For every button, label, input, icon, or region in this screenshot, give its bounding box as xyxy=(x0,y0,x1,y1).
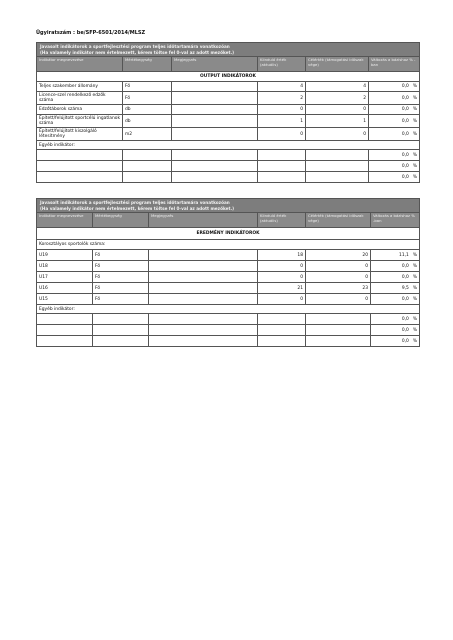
result-table-header xyxy=(37,212,419,227)
note-cell xyxy=(149,272,258,282)
indicator-name-cell xyxy=(37,336,93,346)
result-other-label: Egyéb indikátor: xyxy=(37,304,419,313)
note-cell xyxy=(149,314,258,324)
indicator-name-cell: U17 xyxy=(37,272,93,282)
unit-cell xyxy=(123,172,172,182)
header-target-value: Célérték (támogatási időszak vége) xyxy=(306,57,369,71)
indicator-name-cell: Épített/felújított kiszolgáló létesítmény xyxy=(37,128,123,140)
header-change-pct: Változás a bázishoz % -ban xyxy=(373,213,415,223)
indicator-name-cell xyxy=(37,325,93,335)
percent-sign: % xyxy=(412,131,417,137)
percent-sign: % xyxy=(412,95,417,101)
unit-cell: Fő xyxy=(93,272,149,282)
start-value-cell: 4 xyxy=(258,82,306,91)
result-table-banner xyxy=(37,199,419,212)
target-value-cell: 0 xyxy=(306,294,371,304)
percent-sign: % xyxy=(412,274,417,280)
output-table-banner xyxy=(37,43,419,56)
percent-sign: % xyxy=(412,285,417,291)
change-pct-value: 0,0 xyxy=(401,316,409,322)
table-row xyxy=(37,293,419,304)
start-value-cell xyxy=(258,161,306,171)
change-pct-value: 0,0 xyxy=(401,327,409,333)
header-start-value: Kiinduló érték (aktuális) xyxy=(258,57,306,71)
target-value-cell: 4 xyxy=(306,82,369,91)
change-pct-cell xyxy=(369,115,419,127)
note-cell xyxy=(149,325,258,335)
percent-sign: % xyxy=(412,107,417,112)
change-pct-cell xyxy=(371,283,419,293)
target-value-cell: 0 xyxy=(306,261,371,271)
percent-sign: % xyxy=(412,174,417,180)
unit-cell xyxy=(123,161,172,171)
note-cell xyxy=(149,294,258,304)
target-value-cell xyxy=(306,172,369,182)
output-section-title: OUTPUT INDIKÁTOROK xyxy=(37,71,419,81)
change-pct-cell xyxy=(371,261,419,271)
change-pct-value: 0,0 xyxy=(401,118,409,124)
change-pct-value: 0,0 xyxy=(401,296,409,302)
header-target-value: Célérték (támogatási időszak vége) xyxy=(306,213,371,227)
change-pct-value: 0,0 xyxy=(401,163,409,169)
indicator-name-cell: Teljes szakember állomány xyxy=(37,82,123,91)
change-pct-cell xyxy=(371,272,419,282)
change-pct-value: 9,5 xyxy=(401,285,409,291)
header-unit: Mértékegység xyxy=(93,213,149,227)
header-note: Megjegyzés xyxy=(149,213,258,227)
target-value-cell: 1 xyxy=(306,115,369,127)
change-pct-value: 0,0 xyxy=(401,174,409,180)
note-cell xyxy=(172,161,258,171)
percent-sign: % xyxy=(412,338,417,344)
change-pct-value: 0,0 xyxy=(401,84,409,89)
unit-cell: m2 xyxy=(123,128,172,140)
start-value-cell: 21 xyxy=(258,283,306,293)
start-value-cell: 0 xyxy=(258,128,306,140)
note-cell xyxy=(172,128,258,140)
result-group-label: Korosztályos sportolók száma: xyxy=(37,239,419,249)
other-indicator-row xyxy=(37,324,419,335)
indicator-name-cell xyxy=(37,150,123,160)
change-pct-value: 0,0 xyxy=(401,274,409,280)
indicator-name-cell: U19 xyxy=(37,250,93,260)
header-unit: Mértékegység xyxy=(123,57,172,71)
indicator-name-cell: U18 xyxy=(37,261,93,271)
percent-sign: % xyxy=(412,163,417,169)
percent-sign: % xyxy=(412,152,417,158)
change-pct-cell xyxy=(369,82,419,91)
start-value-cell xyxy=(258,325,306,335)
change-pct-cell xyxy=(369,105,419,114)
header-indicator-name: Indikátor megnevezése xyxy=(37,57,123,71)
target-value-cell: 2 xyxy=(306,92,369,104)
indicator-name-cell: U15 xyxy=(37,294,93,304)
change-pct-cell xyxy=(371,294,419,304)
unit-cell: Fő xyxy=(93,294,149,304)
unit-cell: Fő xyxy=(93,261,149,271)
unit-cell xyxy=(123,150,172,160)
note-cell xyxy=(149,261,258,271)
target-value-cell xyxy=(306,314,371,324)
note-cell xyxy=(172,105,258,114)
change-pct-cell xyxy=(369,172,419,182)
percent-sign: % xyxy=(412,84,417,89)
target-value-cell: 23 xyxy=(306,283,371,293)
change-pct-value: 0,0 xyxy=(401,107,409,112)
result-banner-line1: Javasolt indikátorok a sportfejlesztési program teljes időtartamára vonatkozóan xyxy=(40,200,230,205)
change-pct-cell xyxy=(371,314,419,324)
indicator-name-cell: Licence-szel rendelkező edzők száma xyxy=(37,92,123,104)
note-cell xyxy=(172,172,258,182)
table-row xyxy=(37,114,419,127)
target-value-cell xyxy=(306,161,369,171)
target-value-cell: 20 xyxy=(306,250,371,260)
unit-cell xyxy=(93,314,149,324)
note-cell xyxy=(149,336,258,346)
percent-sign: % xyxy=(412,316,417,322)
start-value-cell xyxy=(258,172,306,182)
change-pct-value: 11,1 xyxy=(399,252,409,258)
start-value-cell: 0 xyxy=(258,261,306,271)
result-section-title: EREDMÉNY INDIKÁTOROK xyxy=(37,227,419,239)
indicator-name-cell: Edzőtáborok száma xyxy=(37,105,123,114)
document-id: Ügyiratszám : be/SFP-6501/2014/MLSZ xyxy=(36,30,146,36)
result-indicator-table xyxy=(36,198,420,347)
change-pct-cell xyxy=(371,325,419,335)
percent-sign: % xyxy=(412,252,417,258)
change-pct-cell xyxy=(369,150,419,160)
percent-sign: % xyxy=(412,327,417,333)
change-pct-cell xyxy=(369,128,419,140)
unit-cell: db xyxy=(123,115,172,127)
header-start-value: Kiinduló érték (aktuális) xyxy=(258,213,306,227)
note-cell xyxy=(172,82,258,91)
unit-cell: Fő xyxy=(93,283,149,293)
change-pct-value: 0,0 xyxy=(401,95,409,101)
other-indicator-row xyxy=(37,160,419,171)
change-pct-value: 0,0 xyxy=(401,152,409,158)
unit-cell: Fő xyxy=(123,92,172,104)
start-value-cell xyxy=(258,150,306,160)
target-value-cell xyxy=(306,336,371,346)
other-indicator-row xyxy=(37,313,419,324)
unit-cell: Fő xyxy=(123,82,172,91)
start-value-cell xyxy=(258,314,306,324)
change-pct-value: 0,0 xyxy=(401,263,409,269)
unit-cell xyxy=(93,336,149,346)
indicator-name-cell xyxy=(37,161,123,171)
start-value-cell: 0 xyxy=(258,272,306,282)
start-value-cell: 2 xyxy=(258,92,306,104)
percent-sign: % xyxy=(412,263,417,269)
indicator-name-cell: U16 xyxy=(37,283,93,293)
change-pct-cell xyxy=(371,250,419,260)
start-value-cell: 1 xyxy=(258,115,306,127)
table-row xyxy=(37,249,419,260)
note-cell xyxy=(172,115,258,127)
change-pct-cell xyxy=(369,92,419,104)
unit-cell: Fő xyxy=(93,250,149,260)
table-row xyxy=(37,127,419,140)
table-row xyxy=(37,104,419,114)
indicator-name-cell: Épített/felújított sportcélú ingatlanok száma xyxy=(37,115,123,127)
table-row xyxy=(37,260,419,271)
target-value-cell xyxy=(306,325,371,335)
table-row xyxy=(37,81,419,91)
header-note: Megjegyzés xyxy=(172,57,258,71)
indicator-name-cell xyxy=(37,172,123,182)
other-indicator-row xyxy=(37,149,419,160)
output-indicator-table xyxy=(36,42,420,183)
note-cell xyxy=(172,92,258,104)
unit-cell: db xyxy=(123,105,172,114)
other-indicator-row xyxy=(37,335,419,346)
header-change-pct: Változás a bázishoz % -ban xyxy=(371,57,416,67)
table-row xyxy=(37,282,419,293)
start-value-cell xyxy=(258,336,306,346)
percent-sign: % xyxy=(412,296,417,302)
table-row xyxy=(37,91,419,104)
change-pct-cell xyxy=(369,161,419,171)
indicator-name-cell xyxy=(37,314,93,324)
output-banner-line1: Javasolt indikátorok a sportfejlesztési program teljes időtartamára vonatkozóan xyxy=(40,44,230,49)
note-cell xyxy=(149,283,258,293)
start-value-cell: 18 xyxy=(258,250,306,260)
start-value-cell: 0 xyxy=(258,294,306,304)
change-pct-cell xyxy=(371,336,419,346)
table-row xyxy=(37,271,419,282)
unit-cell xyxy=(93,325,149,335)
header-indicator-name: Indikátor megnevezése xyxy=(37,213,93,227)
target-value-cell xyxy=(306,150,369,160)
percent-sign: % xyxy=(412,118,417,124)
note-cell xyxy=(172,150,258,160)
output-other-label: Egyéb indikátor: xyxy=(37,140,419,149)
output-table-header xyxy=(37,56,419,71)
note-cell xyxy=(149,250,258,260)
result-banner-line2: (Ha valamely indikátor nem értelmezett, kérem töltse fel 0-val az adott mezőket.) xyxy=(40,206,234,211)
output-banner-line2: (Ha valamely indikátor nem értelmezett, kérem töltse fel 0-val az adott mezőket.) xyxy=(40,50,234,55)
target-value-cell: 0 xyxy=(306,105,369,114)
change-pct-value: 0,0 xyxy=(401,131,409,137)
change-pct-value: 0,0 xyxy=(401,338,409,344)
other-indicator-row xyxy=(37,171,419,182)
target-value-cell: 0 xyxy=(306,128,369,140)
target-value-cell: 0 xyxy=(306,272,371,282)
start-value-cell: 0 xyxy=(258,105,306,114)
